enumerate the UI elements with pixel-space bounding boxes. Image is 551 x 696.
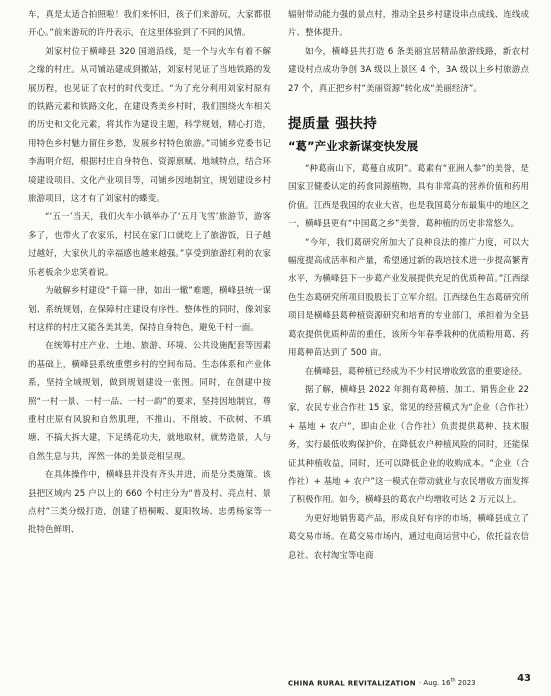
left-column xyxy=(28,6,271,540)
issue-date: · Aug. 16th 2023 xyxy=(418,678,476,688)
page-number: 43 xyxy=(517,673,531,684)
page-footer xyxy=(288,674,531,688)
right-column xyxy=(288,6,529,565)
paragraph-may-day-festival: “‘五一’当天，我们火车小镇举办了‘五月飞雪’旅游节，游客多了，也带火了农家乐，村民在家门口就吃上了旅游饭，日子越过越好，大家伙儿的幸福感也越来越强。”享受到旅游红利的农家乐老板余少忠笑着说。 xyxy=(28,212,271,278)
paragraph-continued: 车，真是太适合拍照啦！我们来怀旧，孩子们来游玩，大家都很开心。”前来游玩的许丹表示，在这里体验到了不同的风情。 xyxy=(28,10,271,39)
paragraph-business-model: 据了解，横峰县 2022 年拥有葛种植、加工、销售企业 22 家，农民专业合作社 15 家，常见的经营模式为“企业（合作社）+ 基地 + 农户”，即由企业（合作社）负责提供葛种、技术服务，实行最低收购保护价，在降低农户种植风险的同时，还能保证其种植收益，同时，还可以降低企业的收购成本。“企业（合作社）+ 基地 + 农户”这一模式在带动就业与农民增收方面发挥了积极作用。如今，横峰县的葛农户均增收可达 2 万元以上。 xyxy=(288,384,529,506)
paragraph-kudzu-intro: “种葛南山下，葛蔓自成阴”。葛素有“亚洲人参”的美誉，是国家卫健委认定的药食同源植物，具有非常高的营养价值和药用价值。江西是我国的农业大省，也是我国葛分布最集中的地区之一，横峰县更有“中国葛之乡”美誉，葛种植的历史非常悠久。 xyxy=(288,164,529,230)
paragraph-planning-problem: 为破解乡村建设“千篇一律，如出一辙”难题，横峰县统一谋划、系统规划，在保障村庄建设有序性、整体性的同时，像刘家村这样的村庄又能各美其美，保持自身特色，避免千村一面。 xyxy=(28,286,271,333)
paragraph-kudzu-research: “今年，我们葛研究所加大了良种良法的推广力度，可以大幅度提高成活率和产量，希望通过新的栽培技术进一步提高繁育水平，为横峰县下一步葛产业发展提供充足的优质种苗。”江西绿色生态葛研究所项目股股长丁立军介绍。江西绿色生态葛研究所项目是横峰县葛种植资源研究和培育的专业部门，承担着为全县葛农提供优质种苗的重任，该所今年春季栽种的优质粉用葛、药用葛种苗达到了 500 亩。 xyxy=(288,237,529,359)
paragraph-tourism-routes: 如今，横峰县共打造 6 条美丽宜居精品旅游线路，新农村建设村点成功争创 3A 级以上景区 4 个，3A 级以上乡村旅游点 27 个，真正把乡村“美丽资源”转化成“美丽经济”。 xyxy=(288,46,529,94)
subsection-heading: “葛”产业求新谋变快发展 xyxy=(288,139,419,154)
magazine-name: CHINA RURAL REVITALIZATION xyxy=(288,679,416,688)
paragraph-trading-market: 为更好地销售葛产品，形成良好有序的市场，横峰县成立了葛交易市场。在葛交易市场内，通过电商运营中心，依托益农信息社、农村淘宝等电商 xyxy=(288,513,529,561)
paragraph-classified-policy: 在具体操作中，横峰县并没有齐头并进，而是分类施策。该县把区域内 25 户以上的 660 个村庄分为“普及村、亮点村、景点村”三类分级打造，创建了梧桐畈、夏阳牧场、忠勇杨家等一批特色鲜明、 xyxy=(28,470,271,536)
paragraph-liujia-village: 刘家村位于横峰县 320 国道沿线，是一个与火车有着不解之缘的村庄。从司铺站建成到撤站，刘家村见证了当地铁路的发展历程，也见证了农村的时代变迁。“为了充分利用刘家村原有的铁路元素和铁路文化，在建设秀美乡村时，我们围绕火车相关的历史和文化元素，将其作为建设主题，科学规划，精心打造，用特色乡村魅力留住乡愁，发展乡村特色旅游。”司铺乡党委书记李海明介绍，根据村庄自身特色、资源禀赋、地域特点，结合环境建设项目、文化产业项目等，司铺乡因地制宜，规划建设乡村旅游项目，这才有了刘家村的蝶变。 xyxy=(28,46,271,205)
section-heading: 提质量 强扶持 xyxy=(288,116,378,133)
paragraph-overall-planning: 在统筹村庄产业、土地、旅游、环境、公共设施配套等因素的基础上，横峰县系统重塑乡村的空间布局、生态体系和产业体系，坚持全域规划，做到规划建设一张图。同时，在创建中按照“一村一景、一村一品、一村一韵”的要求，坚持因地制宜，尊重村庄原有风貌和自然肌理，不推山、不削坡、不砍树、不填塘、不搞大拆大建，下足绣花功夫，就地取材，就势造景，人与自然生息与共，浑然一体的美景竞相呈现。 xyxy=(28,341,271,462)
paragraph-continued: 辐射带动能力强的景点村，推动全县乡村建设串点成线、连线成片、整体提升。 xyxy=(288,10,529,39)
paragraph-income-source: 在横峰县，葛种植已经成为不少村民增收致富的重要途径。 xyxy=(305,366,528,377)
